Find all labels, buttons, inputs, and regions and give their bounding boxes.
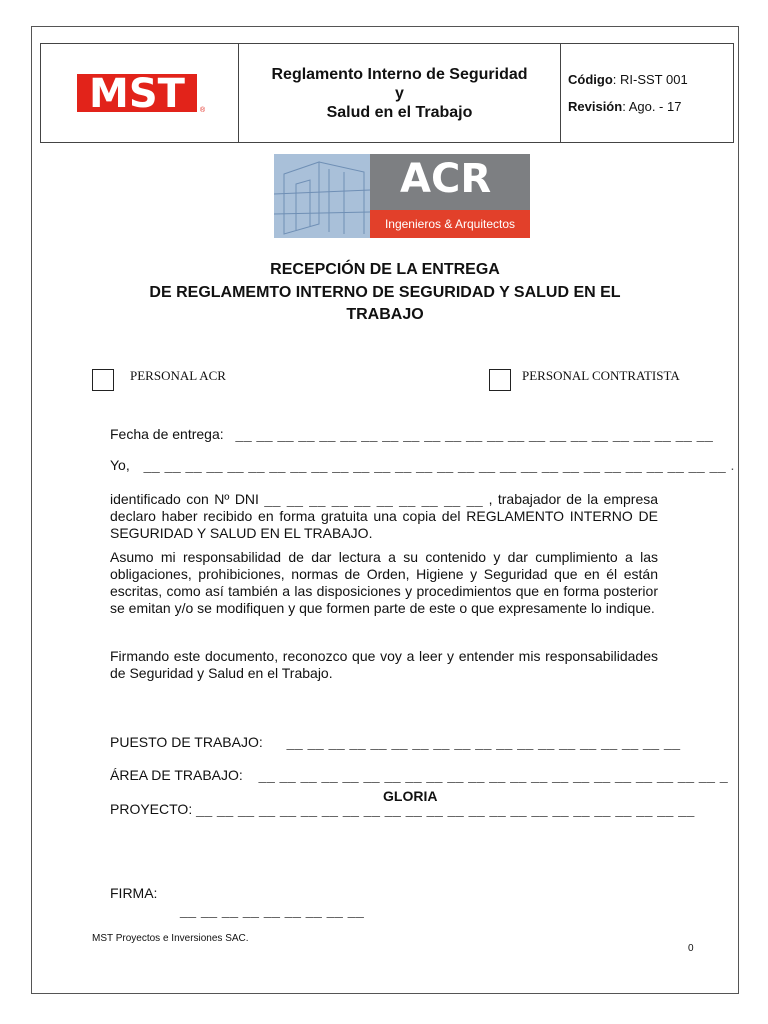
page-number: 0 — [688, 943, 694, 954]
doc-title-line2: DE REGLAMEMTO INTERNO DE SEGURIDAD Y SALUD EN EL — [149, 284, 621, 301]
puesto-row — [110, 734, 681, 750]
doc-title-line3: TRABAJO — [346, 306, 424, 323]
yo-label: Yo, — [110, 457, 130, 473]
header-meta — [561, 44, 733, 142]
codigo-field: Código: RI-SST 001 — [568, 72, 688, 87]
personal-contratista-label: PERSONAL CONTRATISTA — [522, 368, 680, 383]
dni-field[interactable]: __ __ __ __ __ __ __ __ __ __ — [264, 491, 484, 507]
document-header — [40, 43, 734, 143]
puesto-label: PUESTO DE TRABAJO: — [110, 734, 263, 750]
fecha-row — [110, 426, 713, 442]
puesto-field[interactable]: __ __ __ __ __ __ __ __ __ __ __ __ __ __ __ __ __ __ __ — [286, 734, 681, 750]
svg-text:®: ® — [199, 107, 205, 114]
acr-name: ACR — [400, 156, 492, 202]
dni-paragraph — [110, 491, 658, 542]
personal-contratista-checkbox[interactable] — [489, 369, 511, 391]
doc-title-line1: RECEPCIÓN DE LA ENTREGA — [270, 261, 500, 278]
header-title — [239, 44, 561, 142]
yo-field[interactable]: __ __ __ __ __ __ __ __ __ __ __ __ __ __ __ __ __ __ __ __ __ __ __ __ __ __ __ __ . — [143, 457, 735, 473]
mst-logo-cell — [41, 44, 239, 142]
fecha-label: Fecha de entrega: — [110, 426, 224, 442]
acr-building-image — [274, 154, 370, 238]
firma-label: FIRMA: — [110, 885, 158, 901]
header-title-line2: y — [395, 84, 404, 102]
mst-logo — [75, 70, 205, 116]
header-title-line1: Reglamento Interno de Seguridad — [271, 65, 528, 83]
dni-text-b: , trabajador de la empresa declaro haber recibido en forma gratuita una copia del REGLAMENTO INTERNO DE SEGURIDAD Y SALUD EN EL TRABAJO. — [110, 491, 659, 541]
acr-logo — [274, 154, 530, 238]
proyecto-row — [110, 801, 695, 817]
area-value: GLORIA — [383, 788, 438, 804]
firma-field[interactable]: __ __ __ __ __ __ __ __ __ — [180, 902, 365, 918]
proyecto-field[interactable]: __ __ __ __ __ __ __ __ __ __ __ __ __ __ __ __ __ __ __ __ __ __ __ __ — [196, 801, 695, 817]
fecha-field[interactable]: __ __ __ __ __ __ __ __ __ __ __ __ __ __ __ __ __ __ __ __ __ __ __ — [235, 426, 714, 442]
area-row — [110, 767, 728, 783]
area-label: ÁREA DE TRABAJO: — [110, 767, 243, 783]
footer-company: MST Proyectos e Inversiones SAC. — [92, 933, 249, 944]
header-title-line3: Salud en el Trabajo — [326, 103, 473, 121]
personal-acr-checkbox[interactable] — [92, 369, 114, 391]
revision-field: Revisión: Ago. - 17 — [568, 99, 682, 114]
personal-acr-label: PERSONAL ACR — [130, 368, 226, 383]
dni-text-a: identificado con Nº DNI — [110, 491, 259, 507]
acr-tagline: Ingenieros & Arquitectos — [370, 210, 530, 238]
firmando-paragraph: Firmando este documento, reconozco que voy a leer y entender mis responsabilidades de Seguridad y Salud en el Trabajo. — [110, 648, 658, 681]
acr-brand — [370, 154, 530, 238]
svg-text:MST: MST — [88, 71, 185, 116]
proyecto-label: PROYECTO: — [110, 801, 193, 817]
area-field[interactable]: __ __ __ __ __ __ __ __ __ __ __ __ __ __ __ __ __ __ __ __ __ __ _ — [258, 767, 729, 783]
asumo-paragraph: Asumo mi responsabilidad de dar lectura a su contenido y dar cumplimiento a las obligaciones, prohibiciones, normas de Orden, Higiene y Seguridad que en él están escritas, como así también a las disposiciones y procedimientos que en forma posterior se emitan y/o se modifiquen y que formen parte de este o que expresamente lo indique. — [110, 549, 658, 616]
yo-row — [110, 457, 735, 473]
